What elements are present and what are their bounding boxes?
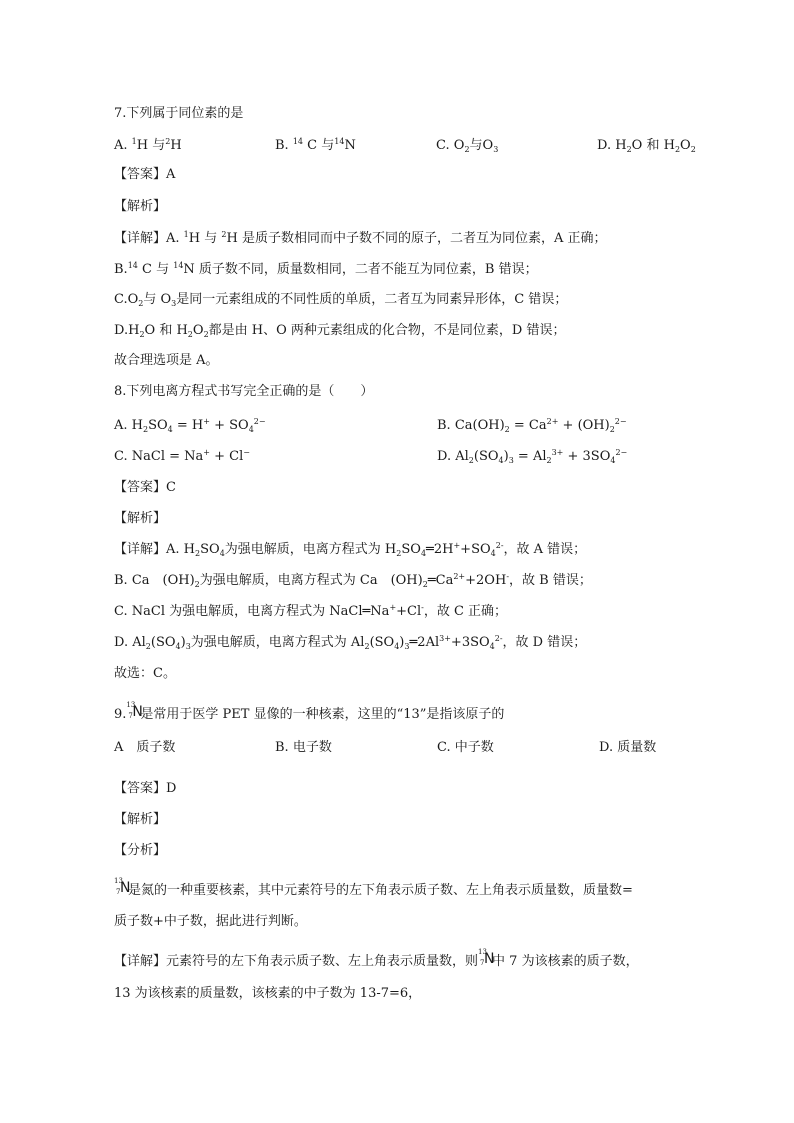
q9-analysis-label: 【解析】 xyxy=(114,812,167,827)
q7-detail-c: $C.O_2$与 $O_3$是同一元素组成的不同性质的单质，二者互为同素异形体，C 错误； xyxy=(114,292,568,308)
q8-detail-d: D. $Al_2(SO_4)_3$为强电解质，电离方程式为 $Al_2(SO_4)_3═2Al^{3+}+3SO_4^{2-}$，故 D 错误； xyxy=(114,634,587,651)
q9-detail-2: 13 为该核素的质量数，该核素的中子数为 13-7=6， xyxy=(114,986,422,1001)
q9-option-b: B. 电子数 xyxy=(275,740,332,755)
q9-stem: 9. 13 7 N 是常用于医学 PET 显像的一种核素，这里的“13”是指该原子的 xyxy=(114,701,505,722)
q9-option-a: A 质子数 xyxy=(114,740,176,755)
q8-stem: 8.下列电离方程式书写完全正确的是（ ） xyxy=(114,384,374,399)
q9-option-d: D. 质量数 xyxy=(599,740,657,755)
q8-analysis-label: 【解析】 xyxy=(114,511,167,526)
q8-option-c: C. NaCl = Na+ + Cl− xyxy=(114,448,250,464)
q7-stem: 7.下列属于同位素的是 xyxy=(114,106,244,121)
q7-analysis-label: 【解析】 xyxy=(114,199,167,214)
q7-detail-b: B.$^{14}$ C 与 $^{14}$N 质子数不同，质量数相同，二者不能互为同位素，B 错误； xyxy=(114,261,538,277)
q8-detail-c: C. NaCl 为强电解质，电离方程式为 NaCl═Na++Cl-，故 C 正确； xyxy=(114,603,508,619)
q8-detail-b: B. Ca $(OH)_2$为强电解质，电离方程式为 Ca $(OH)_2═Ca^{2+}+2OH^-$，故 B 错误； xyxy=(114,572,592,589)
q9-fenxi-label: 【分析】 xyxy=(114,843,167,858)
q7-detail-d: $D.H_2O$ 和 $H_2O_2$都是由 H、O 两种元素组成的化合物，不是同位素，D 错误； xyxy=(114,323,566,339)
q8-detail-a: 【详解】A. $H_2SO_4$为强电解质，电离方程式为 $H_2SO_4═2H^++SO_4^{2-}$，故 A 错误； xyxy=(114,541,587,558)
q9-fenxi-text-1: 13 7 N 是氮的一种重要核素，其中元素符号的左下角表示质子数、左上角表示质量数，质量数= xyxy=(114,877,633,898)
q8-answer: 【答案】C xyxy=(114,480,176,495)
q8-option-b: B. $Ca(OH)_2 = Ca^{2+} + (OH)_2^{2-}$ xyxy=(437,417,627,434)
nuclide-symbol: 13 7 N xyxy=(478,948,495,967)
q7-option-a: A. $^1$H 与$^2$H xyxy=(114,137,182,153)
q9-option-c: C. 中子数 xyxy=(437,740,494,755)
q9-answer: 【答案】D xyxy=(114,781,177,796)
q7-option-d: D. $H_2O$ 和 $H_2O_2$ xyxy=(597,138,696,154)
q9-detail-1: 【详解】元素符号的左下角表示质子数、左上角表示质量数，则 13 7 N 中 7 为该核素的质子数， xyxy=(114,948,639,969)
q7-answer: 【答案】A xyxy=(114,167,176,182)
q7-conclusion: 故合理选项是 A。 xyxy=(114,353,219,368)
q8-option-d: D. $Al_2(SO_4)_3 = Al_2^{3+} + 3SO_4^{2-}$ xyxy=(437,448,628,465)
nuclide-symbol: 13 7 N xyxy=(114,877,131,896)
q7-option-b: B. $^{14}$ C 与$^{14}$N xyxy=(275,137,356,153)
q7-option-c: C. $O_2$与$O_3$ xyxy=(436,138,499,154)
q8-conclusion: 故选：C。 xyxy=(114,666,176,681)
q8-option-a: A. $H_2SO_4 = H^+ + SO_4^{2-}$ xyxy=(114,417,266,434)
nuclide-symbol: 13 7 N xyxy=(126,701,143,720)
q7-detail-a: 【详解】A. $^1$H 与 $^2$H 是质子数相同而中子数不同的原子，二者互为同位素，A 正确； xyxy=(114,230,607,246)
q9-fenxi-text-2: 质子数+中子数，据此进行判断。 xyxy=(114,914,307,929)
